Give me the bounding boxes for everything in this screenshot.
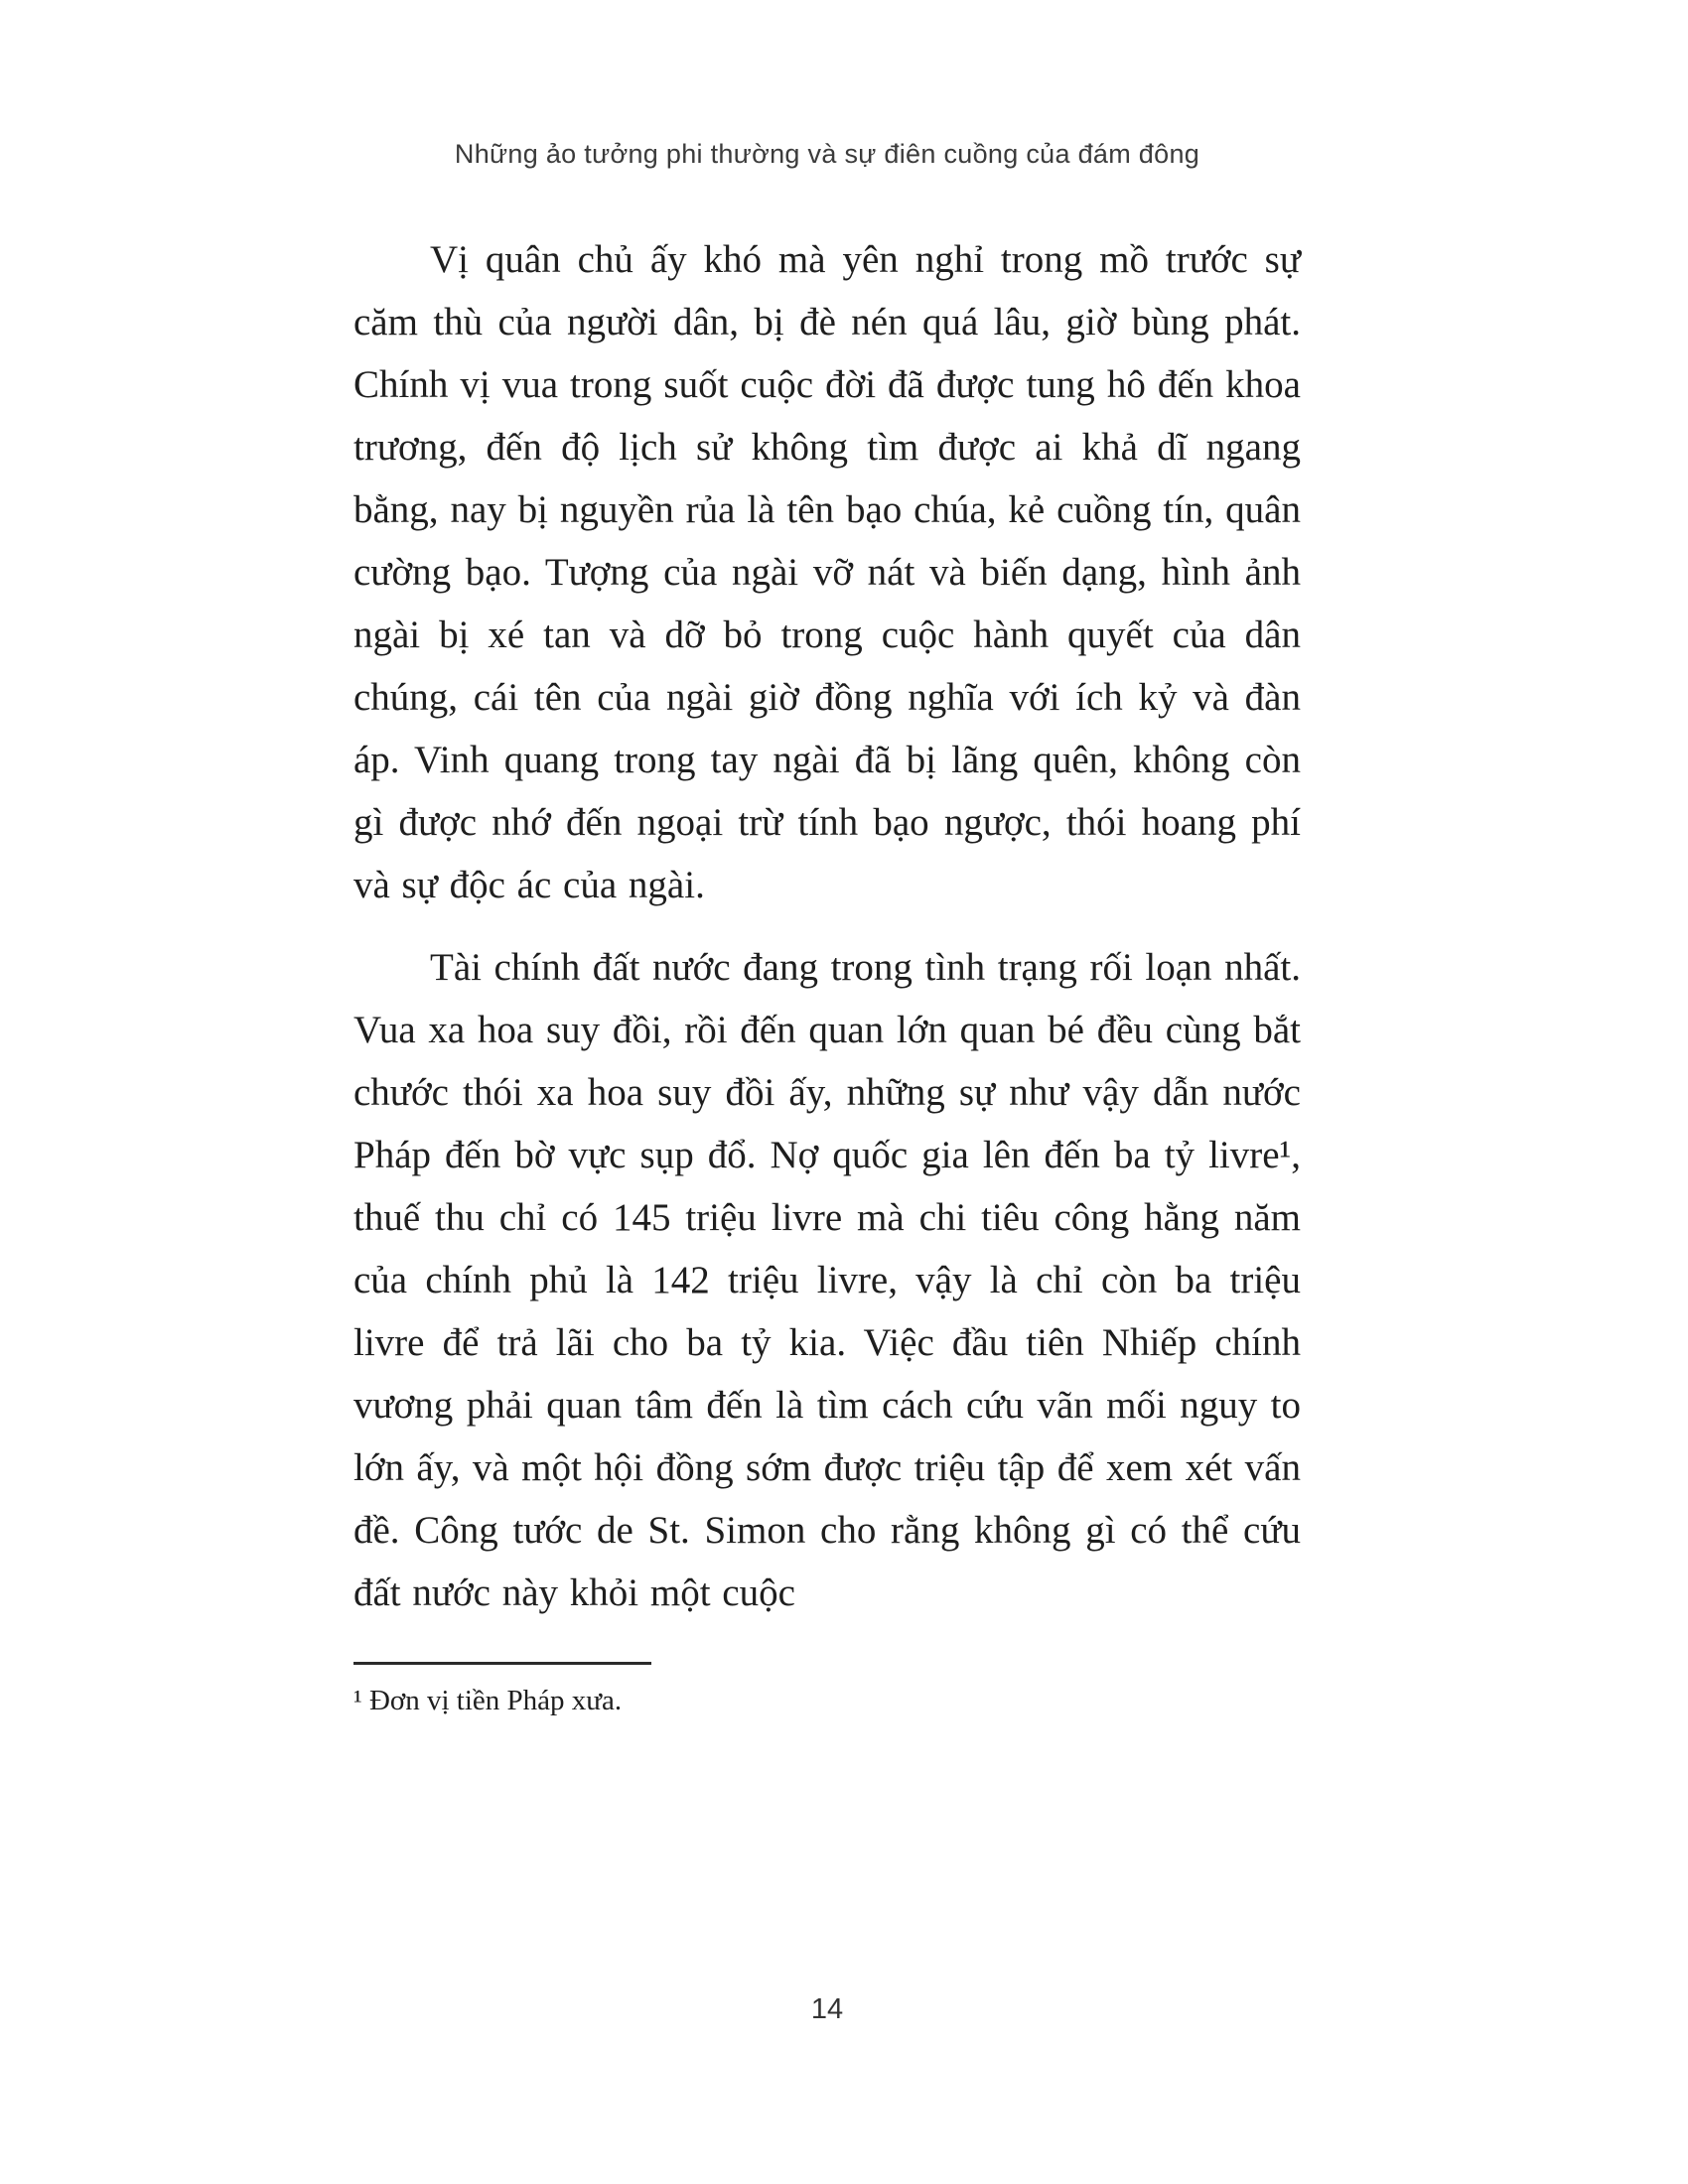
paragraph-2: Tài chính đất nước đang trong tình trạng rối loạn nhất. Vua xa hoa suy đồi, rồi đến quan lớn quan bé đều cùng bắt chước thói xa hoa suy đồi ấy, những sự như vậy dẫn nước Pháp đến bờ vực sụp đổ. Nợ quốc gia lên đến ba tỷ livre¹, thuế thu chỉ có 145 triệu livre mà chi tiêu công hằng năm của chính phủ là 142 triệu livre, vậy là chỉ còn ba triệu livre để trả lãi cho ba tỷ kia. Việc đầu tiên Nhiếp chính vương phải quan tâm đến là tìm cách cứu vãn mối nguy to lớn ấy, và một hội đồng sớm được triệu tập để xem xét vấn đề. Công tước de St. Simon cho rằng không gì có thể cứu đất nước này khỏi một cuộc: [353, 946, 1301, 1614]
body-text: [353, 228, 1301, 1720]
footnote-divider: [353, 1662, 651, 1665]
running-header: Những ảo tưởng phi thường và sự điên cuồng của đám đông: [454, 139, 1200, 169]
paragraph-1: Vị quân chủ ấy khó mà yên nghỉ trong mồ trước sự căm thù của người dân, bị đè nén quá lâu, giờ bùng phát. Chính vị vua trong suốt cuộc đời đã được tung hô đến khoa trương, đến độ lịch sử không tìm được ai khả dĩ ngang bằng, nay bị nguyền rủa là tên bạo chúa, kẻ cuồng tín, quân cường bạo. Tượng của ngài vỡ nát và biến dạng, hình ảnh ngài bị xé tan và dỡ bỏ trong cuộc hành quyết của dân chúng, cái tên của ngài giờ đồng nghĩa với ích kỷ và đàn áp. Vinh quang trong tay ngài đã bị lãng quên, không còn gì được nhớ đến ngoại trừ tính bạo ngược, thói hoang phí và sự độc ác của ngài.: [353, 238, 1301, 906]
page-number: 14: [810, 1993, 844, 2025]
footnote: ¹ Đơn vị tiền Pháp xưa.: [353, 1685, 623, 1716]
